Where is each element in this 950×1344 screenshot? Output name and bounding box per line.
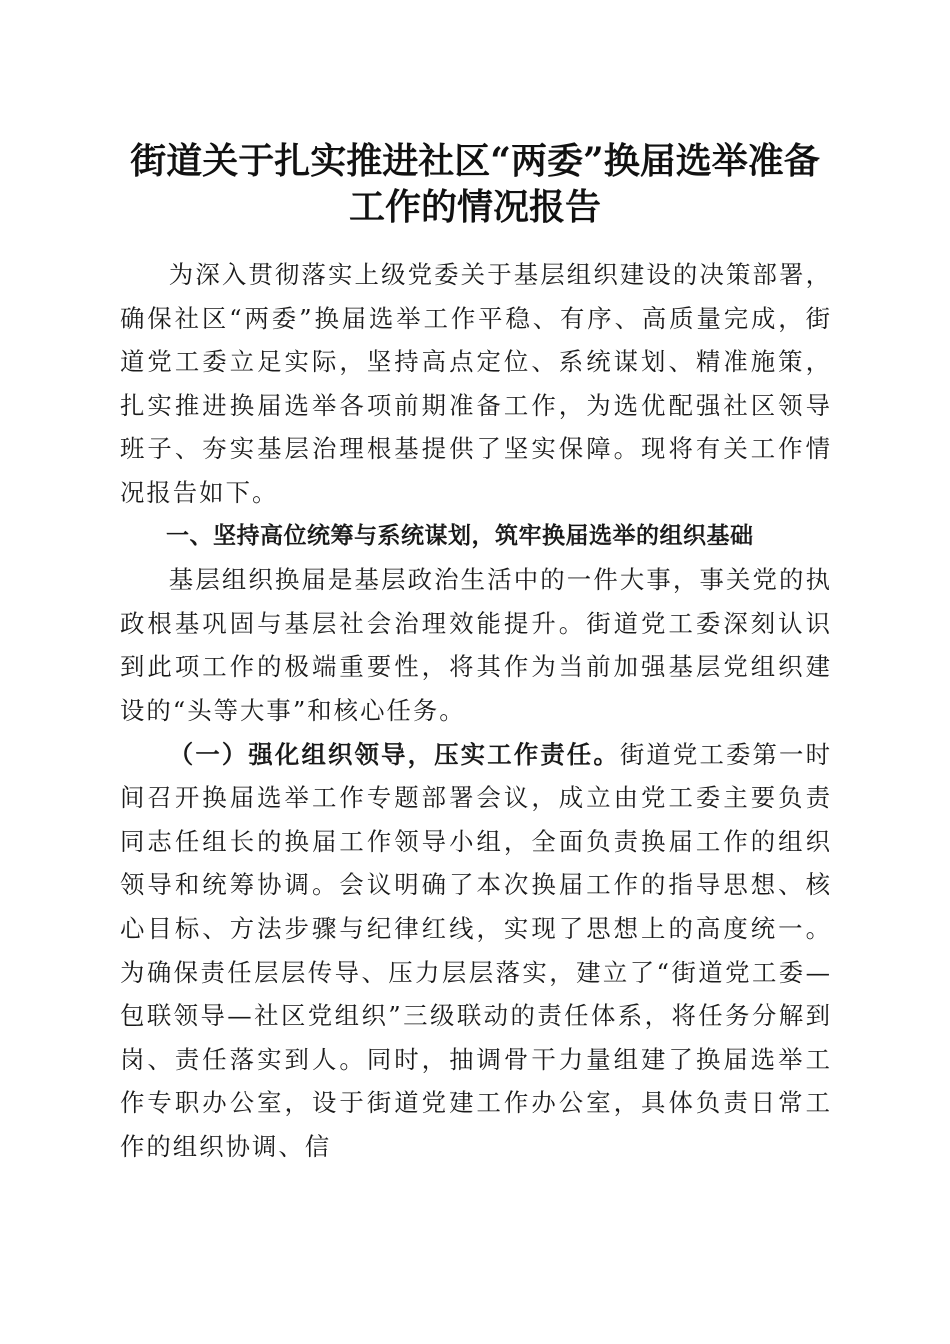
intro-paragraph: 为深入贯彻落实上级党委关于基层组织建设的决策部署，确保社区“两委”换届选举工作平稳、有序、高质量完成，街道党工委立足实际，坚持高点定位、系统谋划、精准施策，扎实推进换届选举各项前期准备工作，为选优配强社区领导班子、夯实基层治理根基提供了坚实保障。现将有关工作情况报告如下。 xyxy=(120,260,832,507)
section-1-heading: 一、坚持高位统筹与系统谋划，筑牢换届选举的组织基础 xyxy=(166,522,754,549)
document-body xyxy=(120,253,832,1168)
subsection-1-body: 街道党工委第一时间召开换届选举工作专题部署会议，成立由党工委主要负责同志任组长的换届工作领导小组，全面负责换届工作的组织领导和统筹协调。会议明确了本次换届工作的指导思想、核心目标、方法步骤与纪律红线，实现了思想上的高度统一。为确保责任层层传导、压力层层落实，建立了“街道党工委—包联领导—社区党组织”三级联动的责任体系，将任务分解到岗、责任落实到人。同时，抽调骨干力量组建了换届选举工作专职办公室，设于街道党建工作办公室，具体负责日常工作的组织协调、信 xyxy=(120,739,832,1161)
document-title-line-2: 工作的情况报告 xyxy=(348,186,601,228)
section-1-paragraph: 基层组织换届是基层政治生活中的一件大事，事关党的执政根基巩固与基层社会治理效能提升。街道党工委深刻认识到此项工作的极端重要性，将其作为当前加强基层党组织建设的“头等大事”和核心任务。 xyxy=(120,565,832,725)
subsection-1-title: （一）强化组织领导，压实工作责任。 xyxy=(168,739,620,769)
subsection-1-paragraph xyxy=(120,733,832,1169)
document-title-line-1: 街道关于扎实推进社区“两委”换届选举准备 xyxy=(130,140,820,182)
